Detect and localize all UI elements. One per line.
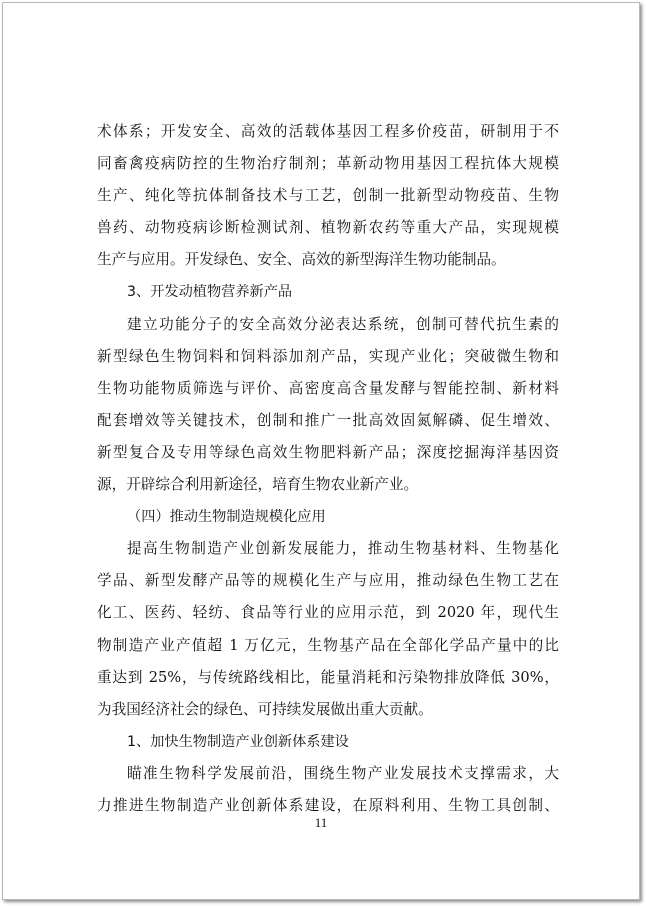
section-heading: 1、加快生物制造产业创新体系建设 <box>127 733 349 750</box>
text-line: 为我国经济社会的绿色、可持续发展做出重大贡献。 <box>97 700 433 718</box>
paragraph-first-line: 建立功能分子的安全高效分泌表达系统，创制可替代抗生素的 <box>127 315 559 333</box>
section-heading: （四）推动生物制造规模化应用 <box>127 509 326 526</box>
text-line: 物制造产业产值超 1 万亿元，生物基产品在全部化学品产量中的比 <box>97 636 559 654</box>
text-line: 生产与应用。开发绿色、安全、高效的新型海洋生物功能制品。 <box>97 251 506 269</box>
page-number: 11 <box>314 815 328 830</box>
paragraph-first-line: 瞄准生物科学发展前沿，围绕生物产业发展技术支撑需求，大 <box>127 764 559 782</box>
paragraph-first-line: 提高生物制造产业创新发展能力，推动生物基材料、生物基化 <box>127 540 559 558</box>
text-line: 术体系；开发安全、高效的活载体基因工程多价疫苗，研制用于不 <box>97 123 559 140</box>
text-line: 新型绿色生物饲料和饲料添加剂产品，实现产业化；突破微生物和 <box>97 347 559 365</box>
text-line: 力推进生物制造产业创新体系建设，在原料利用、生物工具创制、 <box>97 796 559 814</box>
text-line: 新型复合及专用等绿色高效生物肥料新产品；深度挖掘海洋基因资 <box>97 443 559 461</box>
text-line: 生产、纯化等抗体制备技术与工艺，创制一批新型动物疫苗、生物 <box>97 187 559 205</box>
text-line: 兽药、动物疫病诊断检测试剂、植物新农药等重大产品，实现规模 <box>97 219 559 237</box>
text-line: 化工、医药、轻纺、食品等行业的应用示范，到 2020 年，现代生 <box>97 604 559 622</box>
text-line: 学品、新型发酵产品等的规模化生产与应用，推动绿色生物工艺在 <box>97 572 559 590</box>
section-heading: 3、开发动植物营养新产品 <box>127 284 293 301</box>
document-page <box>2 2 640 900</box>
body-text <box>97 116 559 822</box>
text-line: 重达到 25%，与传统路线相比，能量消耗和污染物排放降低 30%， <box>97 668 559 686</box>
text-line: 源，开辟综合利用新途径，培育生物农业新产业。 <box>97 476 419 494</box>
text-line: 生物功能物质筛选与评价、高密度高含量发酵与智能控制、新材料 <box>97 379 559 397</box>
text-line: 配套增效等关键技术，创制和推广一批高效固氮解磷、促生增效、 <box>97 411 559 429</box>
text-line: 同畜禽疫病防控的生物治疗制剂；革新动物用基因工程抗体大规模 <box>97 155 559 173</box>
